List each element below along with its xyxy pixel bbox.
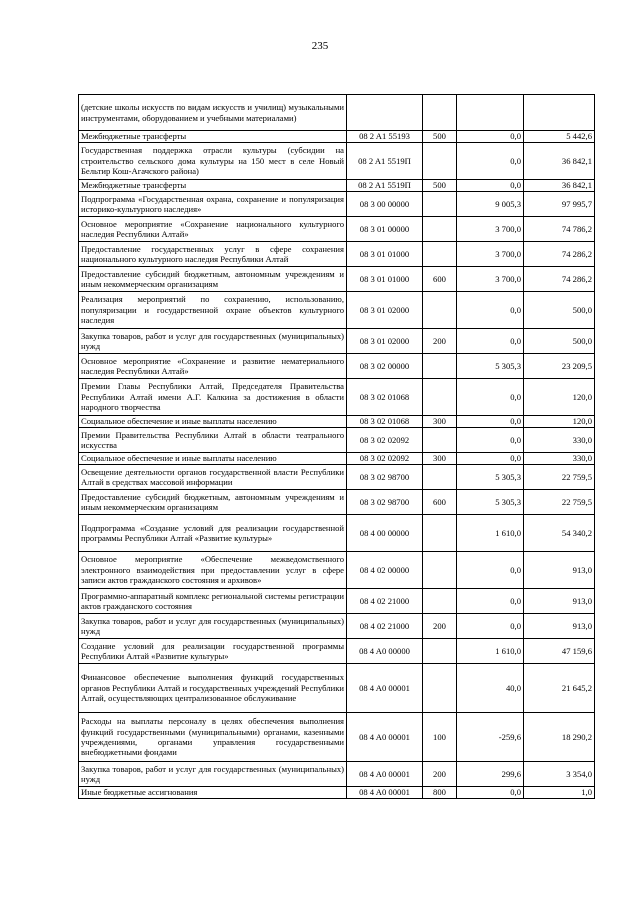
- row-change-amount-cell: 1 610,0: [457, 515, 524, 552]
- row-code-cell: 08 2 A1 5519П: [347, 180, 423, 192]
- table-row: [79, 465, 595, 490]
- row-code-cell: 08 4 A0 00001: [347, 787, 423, 799]
- row-name-cell: Основное мероприятие «Обеспечение межведомственного электронного взаимодействия при предоставлении услуг в сфере записи актов гражданского состояния и архивов»: [79, 552, 347, 589]
- row-name-cell: Иные бюджетные ассигнования: [79, 787, 347, 799]
- row-total-amount-cell: 74 786,2: [524, 217, 595, 242]
- row-expense-type-cell: 500: [423, 131, 457, 143]
- row-name-cell: Закупка товаров, работ и услуг для государственных (муниципальных) нужд: [79, 329, 347, 354]
- row-expense-type-cell: 300: [423, 453, 457, 465]
- row-name-cell: Предоставление государственных услуг в сфере сохранения национального культурного наследия Республики Алтай: [79, 242, 347, 267]
- table-row: [79, 242, 595, 267]
- row-change-amount-cell: 9 005,3: [457, 192, 524, 217]
- row-total-amount-cell: 36 842,1: [524, 143, 595, 180]
- table-row: [79, 192, 595, 217]
- row-code-cell: 08 3 02 02092: [347, 453, 423, 465]
- row-change-amount-cell: 299,6: [457, 762, 524, 787]
- row-total-amount-cell: 5 442,6: [524, 131, 595, 143]
- row-total-amount-cell: 22 759,5: [524, 465, 595, 490]
- row-total-amount-cell: 500,0: [524, 292, 595, 329]
- row-code-cell: 08 3 02 01068: [347, 379, 423, 416]
- table-row: [79, 639, 595, 664]
- row-expense-type-cell: [423, 465, 457, 490]
- table-row: [79, 131, 595, 143]
- row-change-amount-cell: 40,0: [457, 664, 524, 713]
- row-total-amount-cell: 3 354,0: [524, 762, 595, 787]
- table-row: [79, 354, 595, 379]
- row-name-cell: Освещение деятельности органов государственной власти Республики Алтай в средствах массовой информации: [79, 465, 347, 490]
- row-total-amount-cell: 913,0: [524, 614, 595, 639]
- row-total-amount-cell: 23 209,5: [524, 354, 595, 379]
- row-total-amount-cell: 74 286,2: [524, 242, 595, 267]
- row-total-amount-cell: 500,0: [524, 329, 595, 354]
- row-expense-type-cell: [423, 515, 457, 552]
- table-row: [79, 267, 595, 292]
- row-code-cell: 08 3 01 02000: [347, 329, 423, 354]
- row-change-amount-cell: 5 305,3: [457, 465, 524, 490]
- row-total-amount-cell: 54 340,2: [524, 515, 595, 552]
- row-name-cell: Премии Главы Республики Алтай, Председателя Правительства Республики Алтай имени А.Г. Калкина за достижения в области народного творчества: [79, 379, 347, 416]
- row-expense-type-cell: 200: [423, 614, 457, 639]
- row-name-cell: Расходы на выплаты персоналу в целях обеспечения выполнения функций государственными (муниципальными) органами, казенными учреждениями, органами управления государственными внебюджетными фондами: [79, 713, 347, 762]
- row-code-cell: 08 2 A1 5519П: [347, 143, 423, 180]
- row-total-amount-cell: 22 759,5: [524, 490, 595, 515]
- row-name-cell: Основное мероприятие «Сохранение национального культурного наследия Республики Алтай»: [79, 217, 347, 242]
- row-change-amount-cell: 0,0: [457, 292, 524, 329]
- table-row: [79, 428, 595, 453]
- table-row: [79, 589, 595, 614]
- row-total-amount-cell: 913,0: [524, 589, 595, 614]
- table-row: [79, 416, 595, 428]
- table-row: [79, 713, 595, 762]
- row-total-amount-cell: 47 159,6: [524, 639, 595, 664]
- row-code-cell: 08 3 02 00000: [347, 354, 423, 379]
- row-code-cell: 08 4 A0 00001: [347, 713, 423, 762]
- row-expense-type-cell: [423, 95, 457, 131]
- row-expense-type-cell: 500: [423, 180, 457, 192]
- row-code-cell: 08 3 01 02000: [347, 292, 423, 329]
- row-expense-type-cell: 100: [423, 713, 457, 762]
- row-change-amount-cell: 0,0: [457, 379, 524, 416]
- row-total-amount-cell: 330,0: [524, 428, 595, 453]
- row-change-amount-cell: 0,0: [457, 180, 524, 192]
- budget-table: [78, 94, 595, 799]
- table-row: [79, 379, 595, 416]
- row-change-amount-cell: 3 700,0: [457, 242, 524, 267]
- row-code-cell: 08 3 01 01000: [347, 267, 423, 292]
- row-code-cell: [347, 95, 423, 131]
- row-change-amount-cell: 0,0: [457, 143, 524, 180]
- row-change-amount-cell: 1 610,0: [457, 639, 524, 664]
- row-name-cell: Предоставление субсидий бюджетным, автономным учреждениям и иным некоммерческим организациям: [79, 267, 347, 292]
- row-expense-type-cell: [423, 589, 457, 614]
- table-row: [79, 453, 595, 465]
- row-change-amount-cell: 0,0: [457, 131, 524, 143]
- row-code-cell: 08 3 02 98700: [347, 465, 423, 490]
- row-change-amount-cell: 3 700,0: [457, 217, 524, 242]
- row-expense-type-cell: [423, 217, 457, 242]
- table-row: [79, 490, 595, 515]
- row-change-amount-cell: 0,0: [457, 614, 524, 639]
- row-name-cell: (детские школы искусств по видам искусств и училищ) музыкальными инструментами, оборудованием и учебными материалами): [79, 95, 347, 131]
- row-name-cell: Государственная поддержка отрасли культуры (субсидии на строительство сельского дома культуры на 150 мест в селе Новый Бельтир Кош-Агачского района): [79, 143, 347, 180]
- row-expense-type-cell: 200: [423, 329, 457, 354]
- row-expense-type-cell: [423, 242, 457, 267]
- row-total-amount-cell: 74 286,2: [524, 267, 595, 292]
- row-change-amount-cell: 0,0: [457, 416, 524, 428]
- row-code-cell: 08 3 02 01068: [347, 416, 423, 428]
- row-change-amount-cell: 0,0: [457, 589, 524, 614]
- row-code-cell: 08 4 00 00000: [347, 515, 423, 552]
- row-change-amount-cell: 0,0: [457, 787, 524, 799]
- row-name-cell: Социальное обеспечение и иные выплаты населению: [79, 453, 347, 465]
- row-change-amount-cell: 5 305,3: [457, 354, 524, 379]
- row-code-cell: 08 3 02 98700: [347, 490, 423, 515]
- budget-table-body: [79, 95, 595, 799]
- row-expense-type-cell: [423, 552, 457, 589]
- row-total-amount-cell: 36 842,1: [524, 180, 595, 192]
- row-code-cell: 08 4 A0 00001: [347, 664, 423, 713]
- row-expense-type-cell: [423, 639, 457, 664]
- row-name-cell: Межбюджетные трансферты: [79, 180, 347, 192]
- row-expense-type-cell: [423, 192, 457, 217]
- row-code-cell: 08 4 A0 00001: [347, 762, 423, 787]
- row-name-cell: Реализация мероприятий по сохранению, использованию, популяризации и государственной охране объектов культурного наследия: [79, 292, 347, 329]
- row-code-cell: 08 4 A0 00000: [347, 639, 423, 664]
- row-code-cell: 08 4 02 21000: [347, 614, 423, 639]
- row-name-cell: Финансовое обеспечение выполнения функций государственных органов Республики Алтай и государственных учреждений Республики Алтай, осуществляющих централизованное обслуживание: [79, 664, 347, 713]
- row-total-amount-cell: 97 995,7: [524, 192, 595, 217]
- row-change-amount-cell: 3 700,0: [457, 267, 524, 292]
- row-change-amount-cell: -259,6: [457, 713, 524, 762]
- row-expense-type-cell: [423, 143, 457, 180]
- table-row: [79, 217, 595, 242]
- row-name-cell: Предоставление субсидий бюджетным, автономным учреждениям и иным некоммерческим организациям: [79, 490, 347, 515]
- page-number: 235: [311, 40, 329, 52]
- table-row: [79, 787, 595, 799]
- row-code-cell: 08 3 01 00000: [347, 217, 423, 242]
- row-expense-type-cell: [423, 428, 457, 453]
- table-row: [79, 664, 595, 713]
- row-expense-type-cell: [423, 292, 457, 329]
- row-total-amount-cell: 913,0: [524, 552, 595, 589]
- row-expense-type-cell: 800: [423, 787, 457, 799]
- row-total-amount-cell: 120,0: [524, 416, 595, 428]
- row-name-cell: Программно-аппаратный комплекс региональной системы регистрации актов гражданского состояния: [79, 589, 347, 614]
- row-total-amount-cell: 1,0: [524, 787, 595, 799]
- table-row: [79, 762, 595, 787]
- row-name-cell: Подпрограмма «Государственная охрана, сохранение и популяризация историко-культурного наследия»: [79, 192, 347, 217]
- row-expense-type-cell: 200: [423, 762, 457, 787]
- row-total-amount-cell: 18 290,2: [524, 713, 595, 762]
- row-code-cell: 08 4 02 00000: [347, 552, 423, 589]
- row-name-cell: Основное мероприятие «Сохранение и развитие нематериального наследия Республики Алтай»: [79, 354, 347, 379]
- row-change-amount-cell: 0,0: [457, 329, 524, 354]
- row-total-amount-cell: 21 645,2: [524, 664, 595, 713]
- row-change-amount-cell: 0,0: [457, 552, 524, 589]
- row-change-amount-cell: 0,0: [457, 428, 524, 453]
- row-expense-type-cell: 600: [423, 490, 457, 515]
- table-row: [79, 515, 595, 552]
- row-code-cell: 08 3 02 02092: [347, 428, 423, 453]
- table-row: [79, 143, 595, 180]
- row-expense-type-cell: [423, 664, 457, 713]
- table-row: [79, 552, 595, 589]
- table-row: [79, 292, 595, 329]
- row-total-amount-cell: 120,0: [524, 379, 595, 416]
- row-code-cell: 08 4 02 21000: [347, 589, 423, 614]
- row-name-cell: Закупка товаров, работ и услуг для государственных (муниципальных) нужд: [79, 762, 347, 787]
- row-code-cell: 08 2 A1 55193: [347, 131, 423, 143]
- row-total-amount-cell: [524, 95, 595, 131]
- row-name-cell: Подпрограмма «Создание условий для реализации государственной программы Республики Алтай «Развитие культуры»: [79, 515, 347, 552]
- table-row: [79, 329, 595, 354]
- row-code-cell: 08 3 01 01000: [347, 242, 423, 267]
- row-name-cell: Межбюджетные трансферты: [79, 131, 347, 143]
- row-total-amount-cell: 330,0: [524, 453, 595, 465]
- row-name-cell: Премии Правительства Республики Алтай в области театрального искусства: [79, 428, 347, 453]
- row-name-cell: Создание условий для реализации государственной программы Республики Алтай «Развитие культуры»: [79, 639, 347, 664]
- row-change-amount-cell: 0,0: [457, 453, 524, 465]
- row-change-amount-cell: [457, 95, 524, 131]
- table-row: [79, 614, 595, 639]
- row-name-cell: Закупка товаров, работ и услуг для государственных (муниципальных) нужд: [79, 614, 347, 639]
- row-change-amount-cell: 5 305,3: [457, 490, 524, 515]
- row-expense-type-cell: 600: [423, 267, 457, 292]
- table-row: [79, 95, 595, 131]
- row-name-cell: Социальное обеспечение и иные выплаты населению: [79, 416, 347, 428]
- table-row: [79, 180, 595, 192]
- row-code-cell: 08 3 00 00000: [347, 192, 423, 217]
- row-expense-type-cell: [423, 379, 457, 416]
- row-expense-type-cell: 300: [423, 416, 457, 428]
- row-expense-type-cell: [423, 354, 457, 379]
